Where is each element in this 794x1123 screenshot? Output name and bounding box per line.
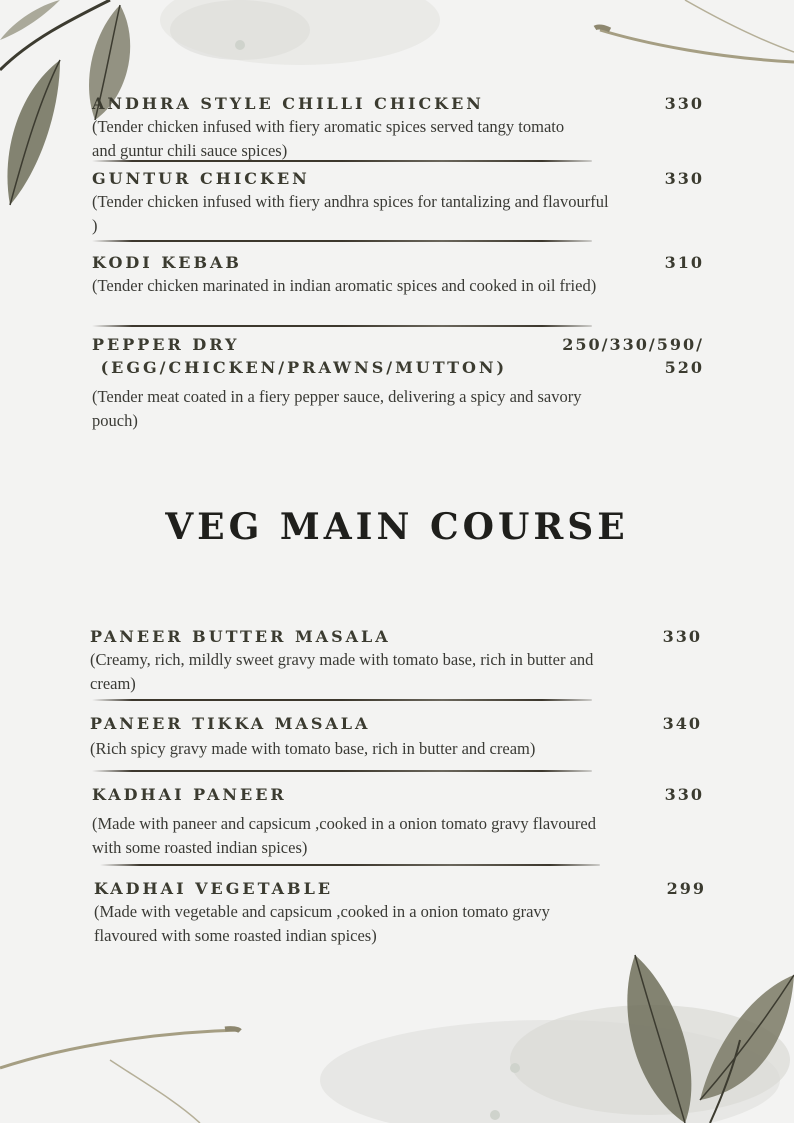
brush-swoosh-top-right [590,0,794,70]
divider-line [100,864,600,866]
item-name: ANDHRA STYLE CHILLI CHICKEN [92,94,484,113]
item-name: PANEER TIKKA MASALA [90,714,371,733]
item-name-variants: (EGG/CHICKEN/PRAWNS/MUTTON) [92,358,508,377]
item-price: 330 [664,94,704,113]
item-description: (Creamy, rich, mildly sweet gravy made with tomato base, rich in butter and cream) [90,650,594,693]
item-name: KADHAI VEGETABLE [94,879,334,898]
item-price: 330 [664,785,704,804]
item-name: PEPPER DRY [92,335,240,354]
item-price: 299 [666,879,706,898]
item-name: GUNTUR CHICKEN [92,169,310,188]
leaf-decoration-bottom-right [615,950,794,1123]
item-description: (Tender chicken infused with fiery aromatic spices served tangy tomato and guntur chili sauce spices) [92,117,565,160]
item-name: PANEER BUTTER MASALA [90,627,391,646]
item-name: KODI KEBAB [92,253,242,272]
item-price [562,335,704,377]
divider-line [92,325,592,327]
menu-item [92,169,704,238]
item-name: KADHAI PANEER [92,785,287,804]
item-price: 310 [664,253,704,272]
item-price: 330 [662,627,702,646]
divider-line [92,699,592,701]
brush-swoosh-bottom-left [0,1020,260,1123]
item-description: (Tender chicken infused with fiery andhra spices for tantalizing and flavourful ) [92,192,609,235]
divider-line [92,240,592,242]
menu-item [92,785,704,860]
item-description: (Made with vegetable and capsicum ,cooked in a onion tomato gravy flavoured with some roasted indian spices) [94,902,550,945]
menu-item [90,714,702,761]
item-description: (Made with paneer and capsicum ,cooked in a onion tomato gravy flavoured with some roasted indian spices) [92,814,596,857]
menu-item [90,627,702,696]
menu-item [92,94,704,163]
item-description: (Rich spicy gravy made with tomato base, rich in butter and cream) [90,739,536,758]
item-price: 330 [664,169,704,188]
item-price-line2: 520 [664,358,704,377]
item-price-line1: 250/330/590/ [562,335,704,354]
watercolor-wash-top [150,0,450,80]
menu-item [92,253,704,298]
item-description: (Tender meat coated in a fiery pepper sauce, delivering a spicy and savory pouch) [92,387,582,430]
divider-line [92,770,592,772]
item-price: 340 [662,714,702,733]
section-title: VEG MAIN COURSE [165,506,629,548]
menu-item [92,335,704,433]
divider-line [92,160,592,162]
menu-item [94,879,706,948]
item-description: (Tender chicken marinated in indian aromatic spices and cooked in oil fried) [92,276,597,295]
